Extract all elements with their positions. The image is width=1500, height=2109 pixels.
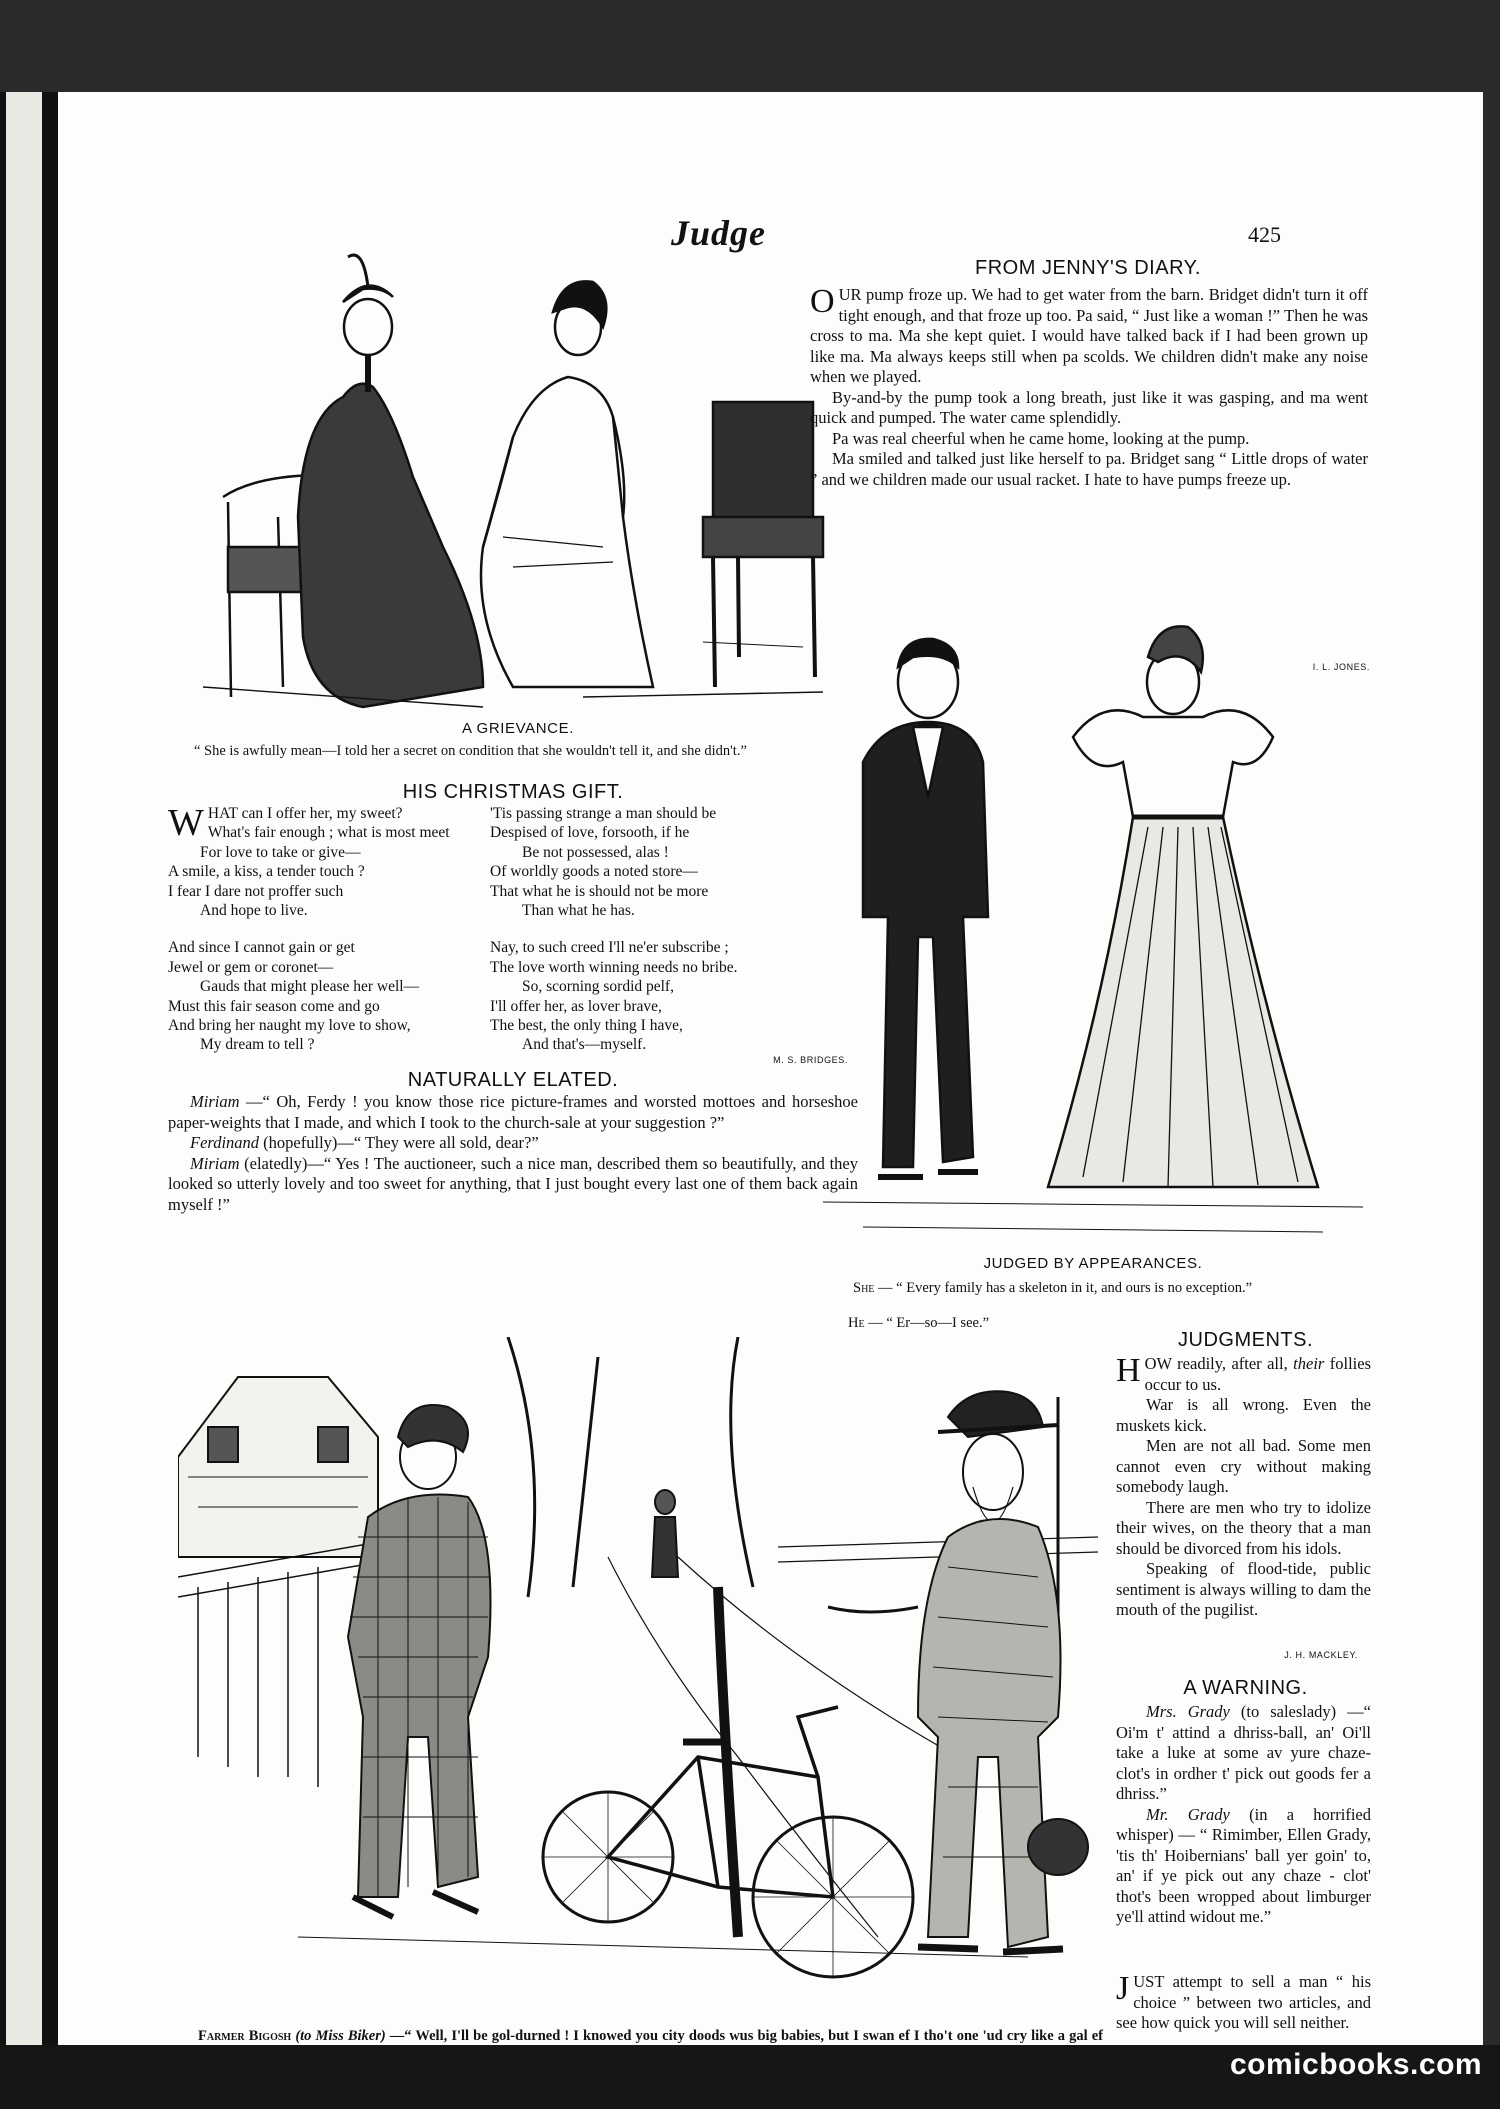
judgments-paragraph: There are men who try to idolize their wives, on the theory that a man should be divorced from his idols. xyxy=(1116,1497,1371,1558)
judgments-article xyxy=(1116,1354,1371,1621)
judgments-signature: J. H. MACKLEY. xyxy=(1284,1650,1358,1660)
poem-line: Gauds that might please her well— xyxy=(200,978,420,996)
speaker-farmer: Farmer Bigosh xyxy=(198,2028,292,2044)
elated-line: (hopefully)—“ They were all sold, dear?” xyxy=(259,1133,539,1152)
speaker-mrs-grady: Mrs. Grady xyxy=(1146,1702,1230,1721)
grievance-illustration xyxy=(183,217,843,717)
poem-line: Be not possessed, alas ! xyxy=(522,843,669,861)
jenny-diary-article xyxy=(810,285,1368,490)
elated-title: NATURALLY ELATED. xyxy=(407,1069,619,1091)
choice-paragraph: UST attempt to sell a man “ his choice ” between two articles, and see how quick you will sell neither. xyxy=(1116,1972,1371,2032)
poem-line: Despised of love, forsooth, if he xyxy=(490,824,690,842)
watermark: comicbooks.com xyxy=(1230,2048,1483,2081)
bigosh-illustration xyxy=(178,1337,1108,2037)
jenny-title: FROM JENNY'S DIARY. xyxy=(975,257,1201,279)
grievance-caption: “ She is awfully mean—I told her a secret on condition that she wouldn't tell it, and she didn't.” xyxy=(194,743,747,759)
speaker-miriam: Miriam xyxy=(190,1153,240,1173)
gift-signature: M. S. BRIDGES. xyxy=(773,1055,848,1065)
poem-line: And that's—myself. xyxy=(522,1036,647,1054)
speaker-miriam: Miriam xyxy=(190,1092,240,1111)
judgments-paragraph: Men are not all bad. Some men cannot even cry without making somebody laugh. xyxy=(1116,1436,1371,1496)
speaker-ferdinand: Ferdinand xyxy=(190,1133,260,1152)
bigosh-dialogue: —“ Well, I'll be gol-durned ! I knowed you city doods wus big babies, but I swan ef I tho't one 'ud cry like a gal ef xyxy=(389,2028,1104,2044)
elated-line: —“ Oh, Ferdy ! you know those rice picture-frames and worsted mottoes and horseshoe paper-weights that I made, and which I took to the church-sale at your suggestion ?” xyxy=(168,1092,858,1132)
jenny-paragraph: UR pump froze up. We had to get water from the barn. Bridget didn't turn it off tight enough, and that froze up too. Pa said, “ Just like a woman !” Then he was cross to ma. Ma she kept quiet. I would have talked back if I had been grown up like ma. Ma always keeps still when pa scolds. We children didn't make any noise when we played. xyxy=(810,285,1368,386)
judgments-paragraph: follies occur to us. xyxy=(1144,1354,1371,1394)
poem-line: HAT can I offer her, my sweet? xyxy=(207,805,403,822)
masthead: Judge xyxy=(671,213,766,253)
appearances-title: JUDGED BY APPEARANCES. xyxy=(983,1255,1203,1272)
poem-line: So, scorning sordid pelf, xyxy=(522,978,674,996)
magazine-page xyxy=(55,92,1483,2109)
poem-line: Of worldly goods a noted store— xyxy=(490,863,698,881)
speaker-he: He xyxy=(848,1315,865,1331)
appearances-dialogue: — “ Er—so—I see.” xyxy=(864,1315,990,1331)
jenny-paragraph: Pa was real cheerful when he came home, looking at the pump. xyxy=(832,428,1250,448)
elated-line: (elatedly)—“ Yes ! The auctioneer, such a nice man, described them so beautifully, and they looked so utterly lovely and too sweet for anything, that I just bought every last one of them back again myself !” xyxy=(168,1153,858,1214)
binding-edge xyxy=(0,92,55,2109)
poem-line: Than what he has. xyxy=(522,902,635,920)
judgments-paragraph: Speaking of flood-tide, public sentiment is always willing to dam the mouth of the pugilist. xyxy=(1116,1559,1371,1619)
gift-title: HIS CHRISTMAS GIFT. xyxy=(402,781,624,803)
elated-article xyxy=(168,1092,858,1215)
bigosh-addressee: (to Miss Biker) xyxy=(295,2028,386,2044)
poem-line: And bring her naught my love to show, xyxy=(168,1017,411,1035)
appearances-she-line xyxy=(828,1279,1378,1297)
grievance-title: A GRIEVANCE. xyxy=(462,720,574,737)
poem-line: What's fair enough ; what is most meet xyxy=(207,824,450,842)
warning-article xyxy=(1116,1702,1371,1928)
speaker-mr-grady: Mr. Grady xyxy=(1146,1804,1230,1824)
choice-dropcap: J xyxy=(1116,1970,1130,2007)
poem-line: I'll offer her, as lover brave, xyxy=(490,997,662,1015)
gift-poem-col1 xyxy=(168,804,516,1055)
jenny-dropcap: O xyxy=(810,283,835,320)
choice-article xyxy=(1116,1972,1371,2034)
judgments-dropcap: H xyxy=(1116,1352,1141,1389)
poem-line: Nay, to such creed I'll ne'er subscribe ; xyxy=(490,939,729,957)
poem-line: Jewel or gem or coronet— xyxy=(168,958,334,976)
poem-line: I fear I dare not proffer such xyxy=(168,882,344,900)
poem-line: For love to take or give— xyxy=(200,843,361,861)
poem-line xyxy=(168,920,516,938)
poem-line: And since I cannot gain or get xyxy=(168,939,355,957)
judgments-paragraph: War is all wrong. Even the muskets kick. xyxy=(1116,1395,1371,1435)
jenny-paragraph: By-and-by the pump took a long breath, just like it was gasping, and ma went quick and pumped. The water came splendidly. xyxy=(810,387,1368,427)
poem-line: The best, the only thing I have, xyxy=(490,1017,683,1035)
warning-title: A WARNING. xyxy=(1183,1677,1308,1699)
appearances-dialogue: — “ Every family has a skeleton in it, and ours is no exception.” xyxy=(874,1280,1253,1296)
judgments-title: JUDGMENTS. xyxy=(1178,1329,1313,1351)
jenny-paragraph: Ma smiled and talked just like herself to pa. Bridget sang “ Little drops of water ” and we children made our usual racket. I hate to have pumps freeze up. xyxy=(810,449,1368,489)
appearances-illustration xyxy=(803,587,1383,1247)
warning-line: (to saleslady) —“ Oi'm t' attind a dhriss-ball, an' Oi'll take a luke at some av yure chaze-clot's in ordher t' pick out goods fer a dhriss.” xyxy=(1116,1702,1371,1803)
poem-line: The love worth winning needs no bribe. xyxy=(490,958,738,976)
poem-line: Must this fair season come and go xyxy=(168,997,380,1015)
judgments-emphasis: their xyxy=(1293,1354,1325,1373)
poem-line: That what he is should not be more xyxy=(490,882,709,900)
judgments-paragraph: OW readily, after all, xyxy=(1144,1354,1294,1373)
poem-line: My dream to tell ? xyxy=(200,1036,315,1054)
page-number: 425 xyxy=(1248,222,1281,247)
gift-dropcap: W xyxy=(168,802,204,844)
poem-line: A smile, a kiss, a tender touch ? xyxy=(168,863,365,881)
poem-line: And hope to live. xyxy=(200,902,308,920)
speaker-she: She xyxy=(853,1280,875,1296)
poem-line: 'Tis passing strange a man should be xyxy=(490,805,717,822)
jenny-signature: I. L. JONES. xyxy=(1312,662,1370,672)
warning-line: (in a horrified whisper) — “ Rimimber, Ellen Grady, 'tis th' Hoibernians' ball yer goin' to, an' if ye pick out any chaze - clot' thot's been wropped about limburger ye'll attind widout me.” xyxy=(1116,1804,1371,1926)
